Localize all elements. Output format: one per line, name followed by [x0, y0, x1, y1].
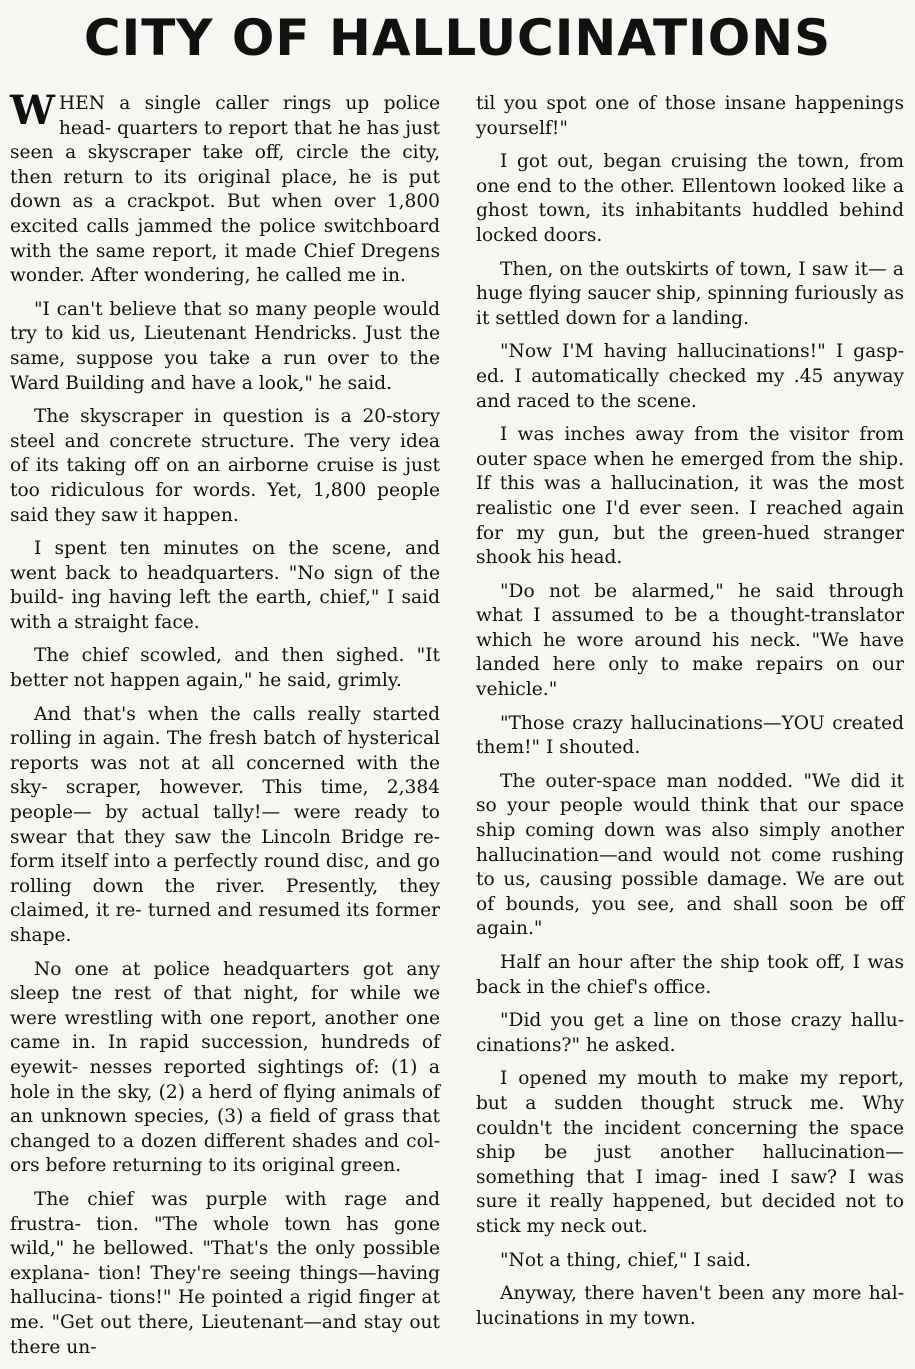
paragraph: The outer-space man nodded. "We did it so your people would think that our space ship coming down was also simply another hallucination—and would not come rushing to us, causing possible damage. We are out of bounds, you see, and shall soon be off again.": [476, 770, 904, 940]
paragraph: "Now I'M having hallucinations!" I gasp- ed. I automatically checked my .45 anyway and raced to the scene.: [476, 341, 904, 412]
paragraph: "Not a thing, chief," I said.: [500, 1249, 752, 1271]
paragraph: Then, on the outskirts of town, I saw it— a huge flying saucer ship, spinning furiously as it settled down for a landing.: [476, 258, 904, 329]
paragraph: The chief was purple with rage and frustra- tion. "The whole town has gone wild," he bellowed. "That's the only possible explana- tion! They're seeing things—having hallucina- tions!" He pointed a rigid finger at me. "Get out there, Lieutenant—and stay out there un-: [10, 1188, 440, 1358]
paragraph: "Those crazy hallucinations—YOU created them!" I shouted.: [476, 712, 904, 759]
paragraph: "I can't believe that so many people would try to kid us, Lieutenant Hendricks. Just the same, suppose you take a run over to the Ward Building and have a look," he said.: [10, 298, 440, 394]
paragraph: The skyscraper in question is a 20-story steel and concrete structure. The very idea of its taking off on an airborne cruise is just too ridiculous for words. Yet, 1,800 people said they saw it happen.: [10, 406, 440, 526]
left-column: [10, 87, 440, 1369]
paragraph: I was inches away from the visitor from outer space when he emerged from the ship. If this was a hallucination, it was the most realistic one I'd ever seen. I reached again for my gun, but the green-hued stranger shook his head.: [476, 424, 904, 569]
paragraph: [10, 87, 440, 289]
drop-cap: W: [10, 87, 55, 134]
paragraph: Anyway, there haven't been any more hal- lucinations in my town.: [476, 1283, 904, 1329]
paragraph: I spent ten minutes on the scene, and went back to headquarters. "No sign of the build- ing having left the earth, chief," I said with a straight face.: [10, 538, 440, 633]
paragraph-continuation: til you spot one of those insane happenings yourself!": [476, 93, 904, 139]
paragraph: I got out, began cruising the town, from one end to the other. Ellentown looked like a ghost town, its inhabitants huddled behind locked doors.: [476, 151, 904, 246]
paragraph: I opened my mouth to make my report, but a sudden thought struck me. Why couldn't the incident concerning the space ship be just another hallucination—something that I imag- ined I saw? I was sure it really happened, but decided not to stick my neck out.: [476, 1068, 904, 1237]
paragraph: No one at police headquarters got any sleep tne rest of that night, for while we were wrestling with one report, another one came in. In rapid succession, hundreds of eyewit- nesses reported sightings of: (1) a hole in the sky, (2) a herd of flying animals of an unknown species, (3) a field of grass that changed to a dozen different shades and col- ors before returning to its original green.: [10, 958, 440, 1177]
paragraph: Half an hour after the ship took off, I was back in the chief's office.: [476, 952, 904, 998]
paragraph: "Do not be alarmed," he said through what I assumed to be a thought-translator which he wore around his neck. "We have landed here only to make repairs on our vehicle.": [476, 580, 904, 701]
right-column: [476, 92, 904, 1340]
paragraph-text: HEN a single caller rings up police head- quarters to report that he has just seen a skyscraper take off, circle the city, then return to its original place, he is put down as a crackpot. But when over 1,800 excited calls jammed the police switchboard with the same report, it made Chief Dregens wonder. After wondering, he called me in.: [10, 93, 440, 287]
story-title: CITY OF HALLUCINATIONS: [83, 9, 832, 67]
paragraph: The chief scowled, and then sighed. "It better not happen again," he said, grimly.: [10, 645, 440, 692]
paragraph: And that's when the calls really started rolling in again. The fresh batch of hysterical reports was not at all concerned with the sky- scraper, however. This time, 2,384 people— by actual tally!— were ready to swear that they saw the Lincoln Bridge re-form itself into a perfectly round disc, and go rolling down the river. Presently, they claimed, it re- turned and resumed its former shape.: [10, 703, 440, 946]
paragraph: "Did you get a line on those crazy hallu- cinations?" he asked.: [476, 1010, 904, 1056]
